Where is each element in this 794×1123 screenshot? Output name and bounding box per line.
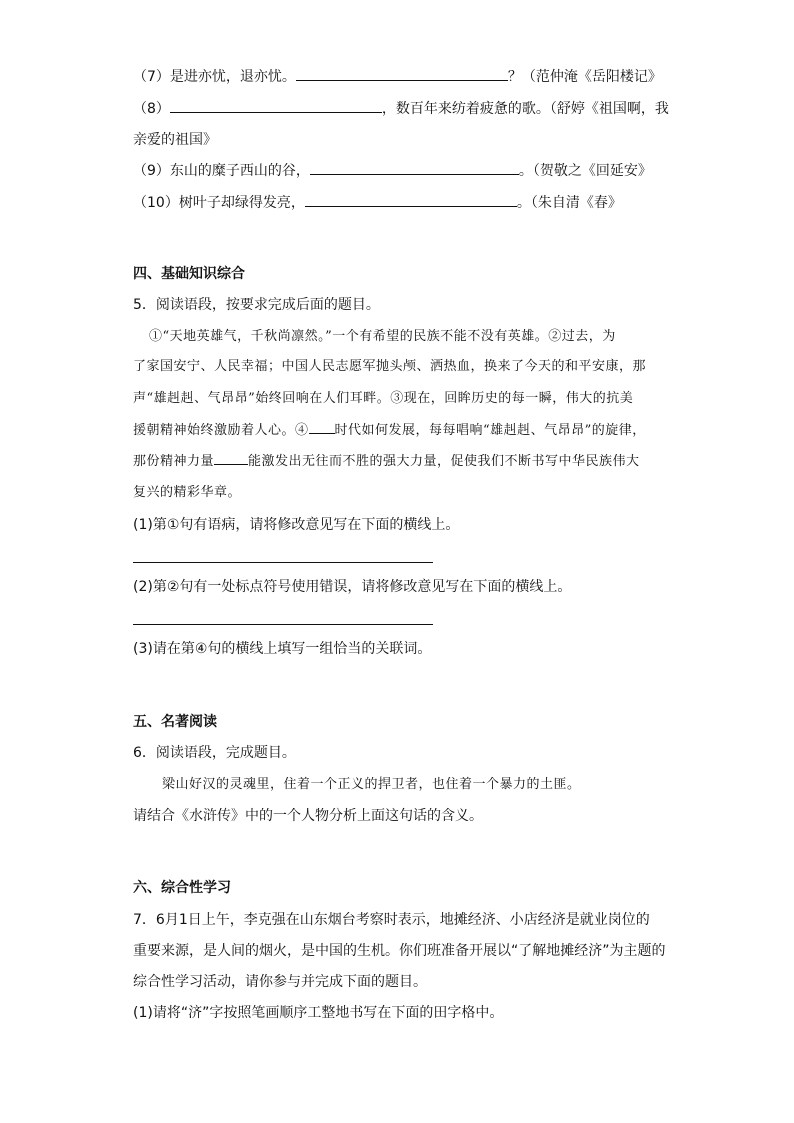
fill-blank[interactable] [214,452,248,465]
passage-line: 了家国安宁、人民幸福；中国人民志愿军抛头颅、洒热血，换来了今天的和平安康，那 [133,359,647,374]
passage-line: 复兴的精彩华章。 [133,485,242,500]
question-8-text: （8） [133,101,170,117]
question-8-continuation: 亲爱的祖国》 [133,132,217,148]
sub-question-1: (1)请将“济”字按照笔画顺序工整地书写在下面的田字格中。 [133,1005,504,1021]
passage-line: ①“天地英雄气，千秋尚凛然。”一个有希望的民族不能不没有英雄。②过去，为 [149,329,616,344]
section-heading: 六、综合性学习 [133,880,231,896]
question-7-text: （7）是进亦忧，退亦忧。 [133,69,296,85]
answer-line[interactable] [133,624,433,625]
fill-blank[interactable] [309,421,335,434]
question-7-source: ？（范仲淹《岳阳楼记》 [507,69,662,85]
question-7-line [133,66,662,87]
question-9-line [133,160,652,181]
question-9-text: （9）东山的糜子西山的谷， [133,163,310,179]
question-7-paragraph: 重要来源，是人间的烟火，是中国的生机。你们班准备开展以“了解地摊经济”为主题的 [133,943,666,959]
question-10-source: 。（朱自清《春》 [516,195,622,211]
section-heading: 四、基础知识综合 [133,266,245,282]
answer-line[interactable] [133,562,433,563]
question-6-prompt: 请结合《水浒传》中的一个人物分析上面这句话的含义。 [133,808,483,824]
passage-line: 那份精神力量 能激发出无往而不胜的强大力量，促使我们不断书写中华民族伟大 [133,454,640,469]
passage-line: 声“雄赳赳、气昂昂”始终回响在人们耳畔。③现在，回眸历史的每一瞬，伟大的抗美 [133,391,634,406]
answer-blank[interactable] [305,192,517,207]
question-9-source: 。（贺敬之《回延安》 [518,163,652,179]
answer-blank[interactable] [296,66,508,81]
question-6-stem: 6．阅读语段，完成题目。 [133,745,296,761]
question-10-line [133,192,622,213]
passage-line: 援朝精神始终激励着人心。④ 时代如何发展，每每唱响“雄赳赳、气昂昂”的旋律， [133,423,646,438]
answer-blank[interactable] [170,98,382,113]
question-8-line [133,98,669,119]
sub-question-1: (1)第①句有语病，请将修改意见写在下面的横线上。 [133,517,460,533]
question-5-stem: 5．阅读语段，按要求完成后面的题目。 [133,297,380,313]
section-heading: 五、名著阅读 [133,714,217,730]
question-7-paragraph: 7．6月1日上午，李克强在山东烟台考察时表示，地摊经济、小店经济是就业岗位的 [133,912,650,928]
question-7-paragraph: 综合性学习活动，请你参与并完成下面的题目。 [133,974,427,990]
question-8-source: ，数百年来纺着疲惫的歌。（舒婷《祖国啊，我 [381,101,669,117]
answer-blank[interactable] [310,160,519,175]
sub-question-2: (2)第②句有一处标点符号使用错误，请将修改意见写在下面的横线上。 [133,579,572,595]
quote-text: 梁山好汉的灵魂里，住着一个正义的捍卫者，也住着一个暴力的土匪。 [162,777,581,792]
sub-question-3: (3)请在第④句的横线上填写一组恰当的关联词。 [133,641,432,657]
question-10-text: （10）树叶子却绿得发亮， [133,195,305,211]
